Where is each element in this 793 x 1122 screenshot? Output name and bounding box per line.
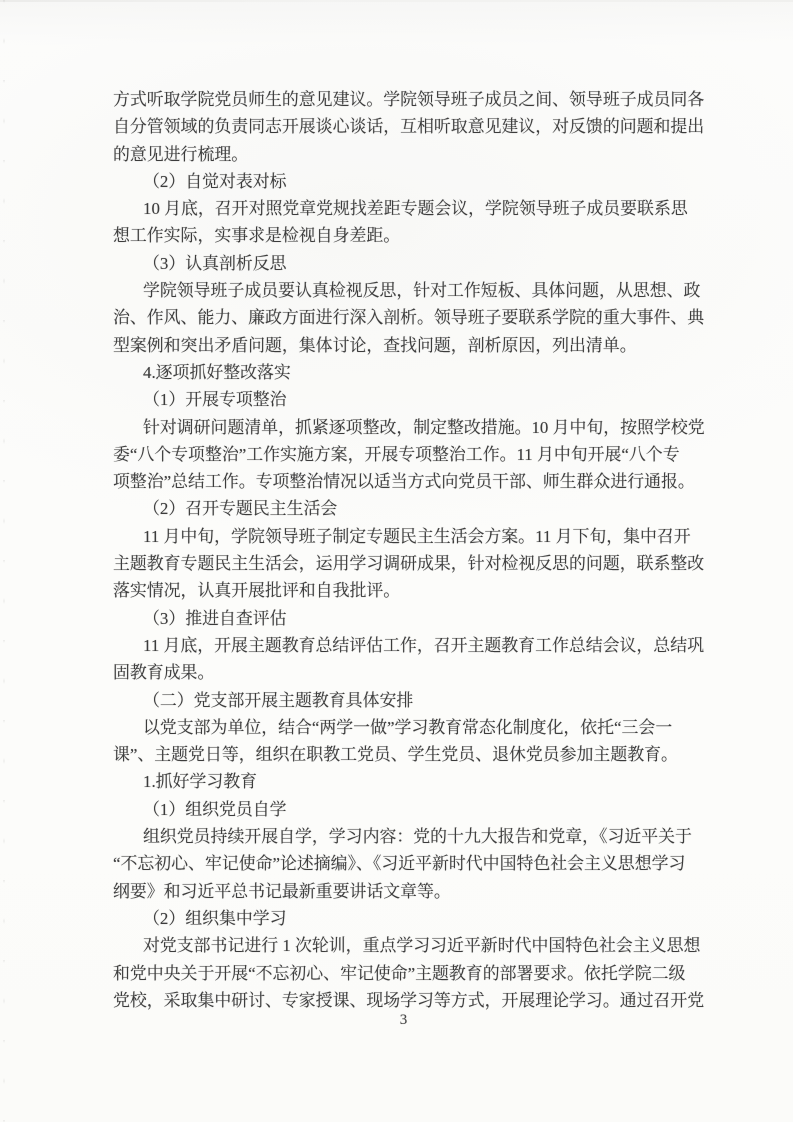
text-line: （2）召开专题民主生活会 [143,499,338,519]
text-line: 和党中央关于开展“不忘初心、牢记使命”主题教育的部署要求。依托学院二级 [113,963,686,983]
text-line: 对党支部书记进行 1 次轮训，重点学习习近平新时代中国特色社会主义思想 [143,936,701,956]
text-line: （2）自觉对表对标 [143,171,287,191]
text-line: 纲要》和习近平总书记最新重要讲话文章等。 [113,881,451,901]
text-line: “不忘初心、牢记使命”论述摘编》、《习近平新时代中国特色社会主义思想学习 [113,854,686,874]
scan-edge-artifact-top [0,0,793,2]
text-line: 11 月中旬，学院领导班子制定专题民主生活会方案。11 月下旬，集中召开 [143,526,691,546]
text-line: 学院领导班子成员要认真检视反思，针对工作短板、具体问题，从思想、政 [143,281,701,301]
text-line: （2）组织集中学习 [143,908,287,928]
text-line: 想工作实际，实事求是检视自身差距。 [113,226,401,246]
text-line: 方式听取学院党员师生的意见建议。学院领导班子成员之间、领导班子成员同各 [113,90,705,109]
text-line: 委“八个专项整治”工作实施方案，开展专项整治工作。11 月中旬开展“八个专 [113,444,680,464]
text-line: 自分管领域的负责同志开展谈心谈话，互相听取意见建议，对反馈的问题和提出 [113,117,705,137]
scan-edge-artifact-left [3,0,5,1122]
text-line: 10 月底，召开对照党章党规找差距专题会议，学院领导班子成员要联系思 [143,199,688,219]
text-line: （1）组织党员自学 [143,799,287,819]
text-line: 11 月底，开展主题教育总结评估工作，召开主题教育工作总结会议，总结巩 [143,635,704,655]
text-line: 以党支部为单位，结合“两学一做”学习教育常态化制度化，依托“三会一 [143,717,673,737]
document-body [113,86,713,1014]
text-line: 主题教育专题民主生活会，运用学习调研成果，针对检视反思的问题，联系整改 [113,554,705,574]
text-line: 1.抓好学习教育 [143,772,258,792]
text-line: （1）开展专项整治 [143,390,287,410]
text-line: （二）党支部开展主题教育具体安排 [143,690,414,710]
text-line: 的意见进行梳理。 [113,144,249,164]
text-line: 项整治”总结工作。专项整治情况以适当方式向党员干部、师生群众进行通报。 [113,472,695,492]
text-line: （3）认真剖析反思 [143,253,287,273]
text-line: （3）推进自查评估 [143,608,287,628]
text-line: 组织党员持续开展自学，学习内容：党的十九大报告和党章，《习近平关于 [143,827,692,847]
text-line: 固教育成果。 [113,663,215,683]
text-line: 型案例和突出矛盾问题，集体讨论，查找问题，剖析原因，列出清单。 [113,335,637,355]
text-line: 针对调研问题清单，抓紧逐项整改，制定整改措施。10 月中旬，按照学校党 [143,417,705,437]
text-line: 党校，采取集中研讨、专家授课、现场学习等方式，开展理论学习。通过召开党 [113,990,705,1010]
text-line: 治、作风、能力、廉政方面进行深入剖析。领导班子要联系学院的重大事件、典 [113,308,705,328]
text-line: 落实情况，认真开展批评和自我批评。 [113,581,401,601]
text-line: 课”、主题党日等，组织在职教工党员、学生党员、退休党员参加主题教育。 [113,745,678,765]
page-number: 3 [399,1012,408,1028]
text-line: 4.逐项抓好整改落实 [143,362,291,382]
